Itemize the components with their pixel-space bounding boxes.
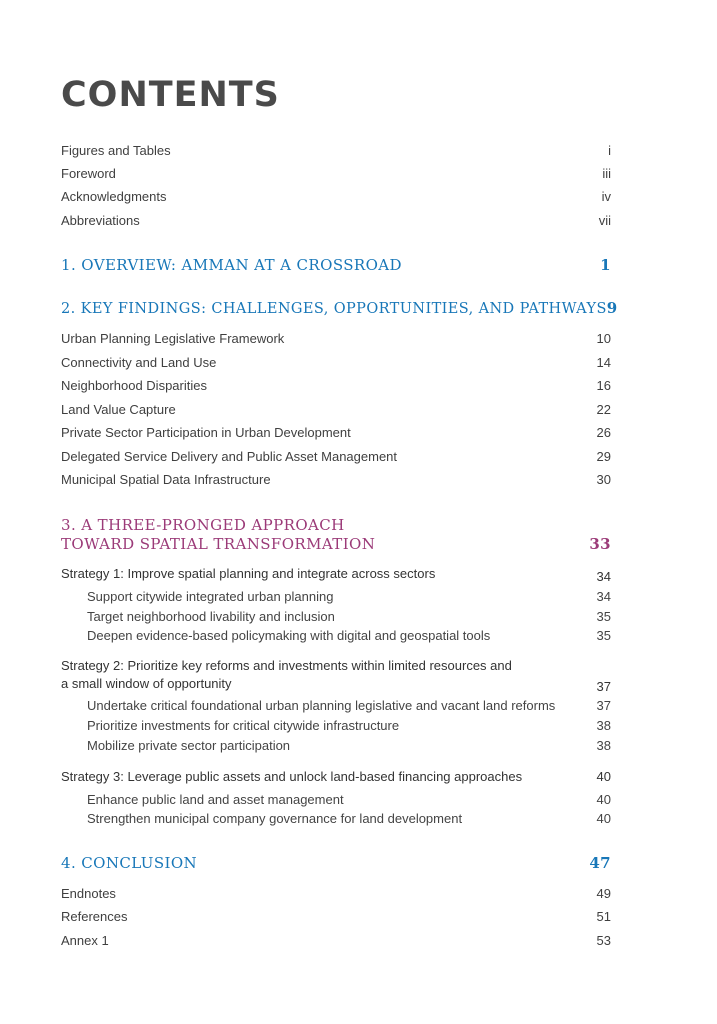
toc-entry-page: iii (602, 166, 611, 181)
strategy-page: 37 (596, 679, 611, 694)
toc-subentry-page: 40 (596, 811, 611, 826)
toc-subentry-page: 38 (596, 738, 611, 753)
toc-entry-page: iv (601, 189, 611, 204)
toc-entry-page: 49 (596, 886, 611, 901)
toc-entry-label: Foreword (61, 166, 116, 181)
toc-entry-page: vii (598, 213, 611, 228)
toc-entry-page: 30 (596, 472, 611, 487)
toc-entry[interactable] (61, 425, 611, 440)
strategy-page: 34 (596, 569, 611, 584)
toc-entry-label: References (61, 909, 128, 924)
toc-entry-acknowledgments[interactable] (61, 189, 611, 204)
toc-entry-label: Urban Planning Legislative Framework (61, 331, 285, 346)
toc-entry-page: 26 (596, 425, 611, 440)
toc-entry-label: Land Value Capture (61, 402, 176, 417)
chapter-page: 33 (589, 535, 611, 553)
toc-entry-figures-tables[interactable] (61, 143, 611, 158)
toc-subentry-label: Prioritize investments for critical citywide infrastructure (87, 718, 400, 733)
strategy-label: Strategy 3: Leverage public assets and unlock land-based financing approaches (61, 769, 523, 784)
strategy-label-line1: Strategy 2: Prioritize key reforms and investments within limited resources and (61, 658, 512, 673)
toc-subentry[interactable] (87, 698, 611, 713)
toc-entry-label: Abbreviations (61, 213, 140, 228)
toc-subentry[interactable] (87, 811, 611, 826)
chapter-label-line2: TOWARD SPATIAL TRANSFORMATION (61, 535, 376, 553)
toc-entry-label: Annex 1 (61, 933, 109, 948)
toc-subentry-label: Undertake critical foundational urban planning legislative and vacant land reforms (87, 698, 556, 713)
toc-chapter-4[interactable] (61, 854, 611, 872)
chapter-page: 9 (606, 299, 618, 317)
chapter-page: 1 (600, 256, 611, 274)
toc-entry-page: 14 (596, 355, 611, 370)
toc-subentry-label: Strengthen municipal company governance for land development (87, 811, 463, 826)
toc-entry[interactable] (61, 331, 611, 346)
toc-entry-label: Endnotes (61, 886, 116, 901)
toc-subentry-label: Target neighborhood livability and inclusion (87, 609, 335, 624)
toc-entry-endnotes[interactable] (61, 886, 611, 901)
toc-subentry[interactable] (87, 589, 611, 604)
toc-subentry-page: 34 (596, 589, 611, 604)
toc-subentry-page: 35 (596, 628, 611, 643)
toc-subentry-page: 40 (596, 792, 611, 807)
toc-subentry[interactable] (87, 738, 611, 753)
toc-subentry[interactable] (87, 718, 611, 733)
toc-entry-page: 22 (596, 402, 611, 417)
strategy-label-line2: a small window of opportunity (61, 676, 232, 691)
toc-strategy-3[interactable] (61, 768, 611, 786)
toc-entry[interactable] (61, 355, 611, 370)
toc-chapter-3[interactable] (61, 516, 611, 554)
toc-entry-foreword[interactable] (61, 166, 611, 181)
chapter-page: 47 (589, 854, 611, 872)
toc-entry-references[interactable] (61, 909, 611, 924)
strategy-page: 40 (596, 769, 611, 784)
toc-strategy-1[interactable] (61, 565, 611, 583)
toc-entry-page: 10 (596, 331, 611, 346)
chapter-label: 2. KEY FINDINGS: CHALLENGES, OPPORTUNITIES, AND PATHWAYS (61, 301, 607, 317)
toc-entry-annex-1[interactable] (61, 933, 611, 948)
toc-subentry[interactable] (87, 792, 611, 807)
toc-subentry-page: 38 (596, 718, 611, 733)
chapter-label: 1. OVERVIEW: AMMAN AT A CROSSROAD (61, 256, 402, 274)
toc-subentry-label: Deepen evidence-based policymaking with digital and geospatial tools (87, 628, 491, 643)
toc-entry[interactable] (61, 378, 611, 393)
toc-entry-label: Connectivity and Land Use (61, 355, 217, 370)
toc-strategy-2[interactable] (61, 657, 611, 693)
chapter-label: 4. CONCLUSION (61, 854, 198, 872)
toc-entry-page: 53 (596, 933, 611, 948)
toc-subentry[interactable] (87, 628, 611, 643)
toc-entry-abbreviations[interactable] (61, 213, 611, 228)
page-title: CONTENTS (61, 75, 280, 115)
toc-entry-label: Private Sector Participation in Urban Development (61, 425, 351, 440)
toc-chapter-2[interactable] (61, 299, 618, 317)
toc-entry-label: Municipal Spatial Data Infrastructure (61, 472, 271, 487)
toc-subentry-label: Mobilize private sector participation (87, 738, 291, 753)
toc-entry[interactable] (61, 472, 611, 487)
toc-subentry-label: Enhance public land and asset management (87, 792, 344, 807)
toc-entry-page: 29 (596, 449, 611, 464)
toc-chapter-1[interactable] (61, 256, 611, 274)
toc-entry-label: Delegated Service Delivery and Public Asset Management (61, 449, 398, 464)
toc-entry-label: Figures and Tables (61, 143, 171, 158)
toc-subentry-page: 35 (596, 609, 611, 624)
toc-entry[interactable] (61, 449, 611, 464)
toc-subentry-page: 37 (596, 698, 611, 713)
chapter-label-line1: 3. A THREE-PRONGED APPROACH (61, 516, 345, 534)
toc-entry-label: Neighborhood Disparities (61, 378, 207, 393)
strategy-label: Strategy 1: Improve spatial planning and integrate across sectors (61, 566, 436, 581)
toc-entry-page: i (608, 143, 611, 158)
toc-subentry-label: Support citywide integrated urban planning (87, 589, 334, 604)
toc-entry-page: 51 (596, 909, 611, 924)
toc-entry[interactable] (61, 402, 611, 417)
toc-subentry[interactable] (87, 609, 611, 624)
toc-entry-page: 16 (596, 378, 611, 393)
toc-entry-label: Acknowledgments (61, 189, 167, 204)
